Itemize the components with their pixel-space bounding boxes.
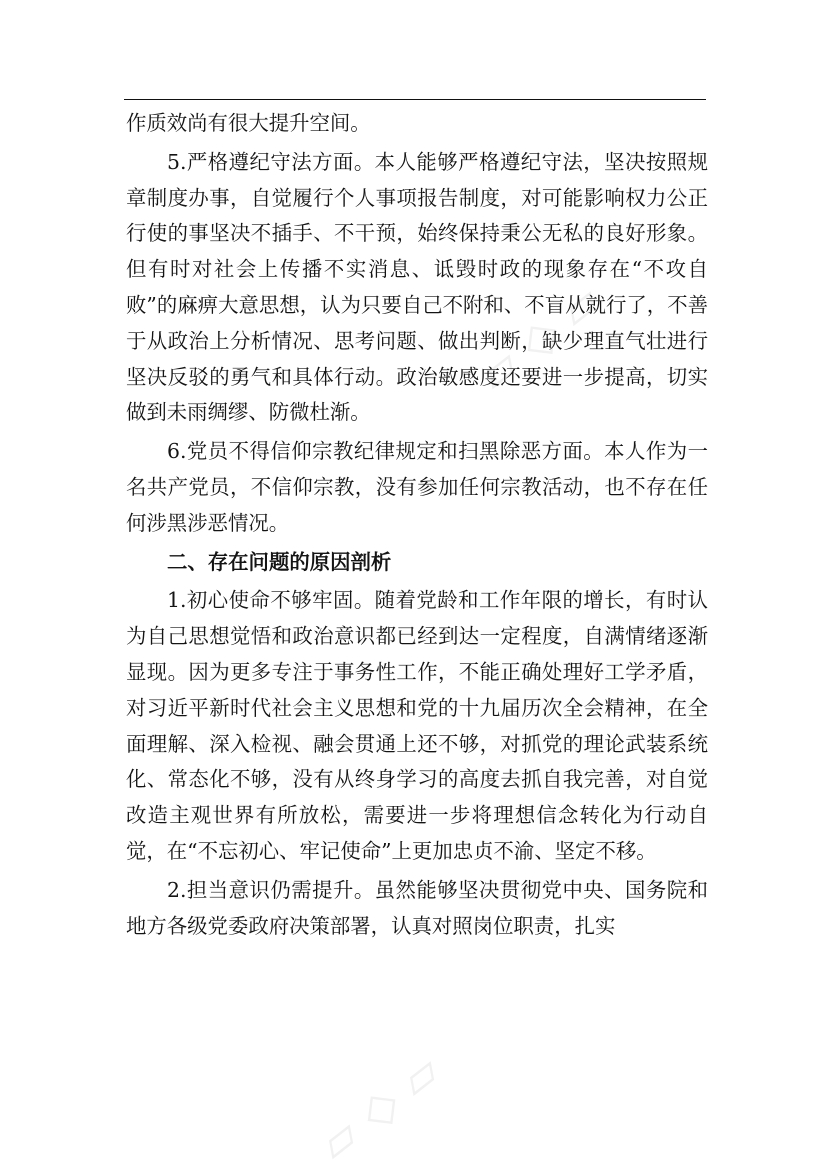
paragraph-continuation: 作质效尚有很大提升空间。 [126,111,371,135]
watermark: ▱ ◇ ▱ [468,273,611,401]
watermark: ▱ ◇ ▱ [308,1043,451,1171]
paragraph-responsibility: 2.担当意识仍需提升。虽然能够坚决贯彻党中央、国务院和地方各级党委政府决策部署，认真对照岗位职责，扎实 [126,877,708,938]
document-body [126,106,708,944]
paragraph-mission: 1.初心使命不够牢固。随着党龄和工作年限的增长，有时认为自己思想觉悟和政治意识都已经到达一定程度，自满情绪逐渐显现。因为更多专注于事务性工作，不能正确处理好工学矛盾，对习近平新时代社会主义思想和党的十九届历次全会精神，在全面理解、深入检视、融会贯通上还不够，对抓党的理论武装系统化、常态化不够，没有从终身学习的高度去抓自我完善，对自觉改造主观世界有所放松，需要进一步将理想信念转化为行动自觉，在“不忘初心、牢记使命”上更加忠贞不渝、坚定不移。 [126,588,708,863]
paragraph-discipline: 5.严格遵纪守法方面。本人能够严格遵纪守法，坚决按照规章制度办事，自觉履行个人事项报告制度，对可能影响权力公正行使的事坚决不插手、不干预，始终保持秉公无私的良好形象。但有时对社会上传播不实消息、诋毁时政的现象存在“不攻自败”的麻痹大意思想，认为只要自己不附和、不盲从就行了，不善于从政治上分析情况、思考问题、做出判断，缺少理直气壮进行坚决反驳的勇气和具体行动。政治敏感度还要进一步提高，切实做到未雨绸缪、防微杜渐。 [126,149,708,425]
section-heading: 二、存在问题的原因剖析 [167,549,392,574]
paragraph-religion: 6.党员不得信仰宗教纪律规定和扫黑除恶方面。本人作为一名共产党员，不信仰宗教，没有参加任何宗教活动，也不存在任何涉黑涉恶情况。 [126,439,708,535]
header-rule [124,99,706,100]
